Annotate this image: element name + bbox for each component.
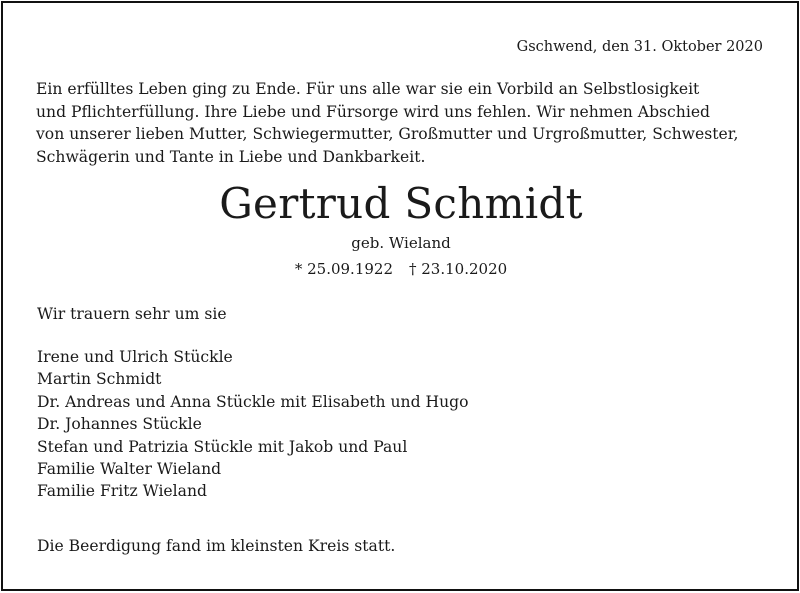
mourning-line: Wir trauern sehr um sie — [37, 305, 227, 323]
mourner-entry: Martin Schmidt — [37, 370, 162, 389]
place-and-date: Gschwend, den 31. Oktober 2020 — [516, 39, 763, 55]
birth-date: * 25.09.1922 — [294, 260, 393, 278]
death-date: † 23.10.2020 — [409, 260, 508, 278]
burial-note: Die Beerdigung fand im kleinsten Kreis statt. — [37, 537, 396, 555]
mourner-entry: Dr. Johannes Stückle — [37, 415, 202, 434]
intro-line: von unserer lieben Mutter, Schwiegermutter, Großmutter und Urgroßmutter, Schwester, — [36, 125, 739, 143]
intro-line: Ein erfülltes Leben ging zu Ende. Für uns alle war sie ein Vorbild an Selbstlosigkeit — [36, 80, 700, 98]
mourner-entry: Familie Fritz Wieland — [37, 482, 207, 501]
intro-text — [36, 78, 766, 168]
obituary-notice — [1, 1, 799, 591]
mourner-entry: Familie Walter Wieland — [37, 460, 222, 479]
mourner-entry: Irene und Ulrich Stückle — [37, 348, 233, 366]
intro-line: Schwägerin und Tante in Liebe und Dankbarkeit. — [36, 147, 426, 166]
deceased-name: Gertrud Schmidt — [219, 179, 583, 228]
life-dates — [3, 260, 799, 278]
mourner-entry: Dr. Andreas und Anna Stückle mit Elisabeth und Hugo — [37, 392, 469, 411]
mourner-entry: Stefan und Patrizia Stückle mit Jakob und Paul — [37, 437, 408, 456]
intro-line: und Pflichterfüllung. Ihre Liebe und Fürsorge wird uns fehlen. Wir nehmen Abschied — [36, 102, 711, 121]
mourners-list — [37, 346, 469, 503]
birth-name: geb. Wieland — [351, 234, 451, 252]
